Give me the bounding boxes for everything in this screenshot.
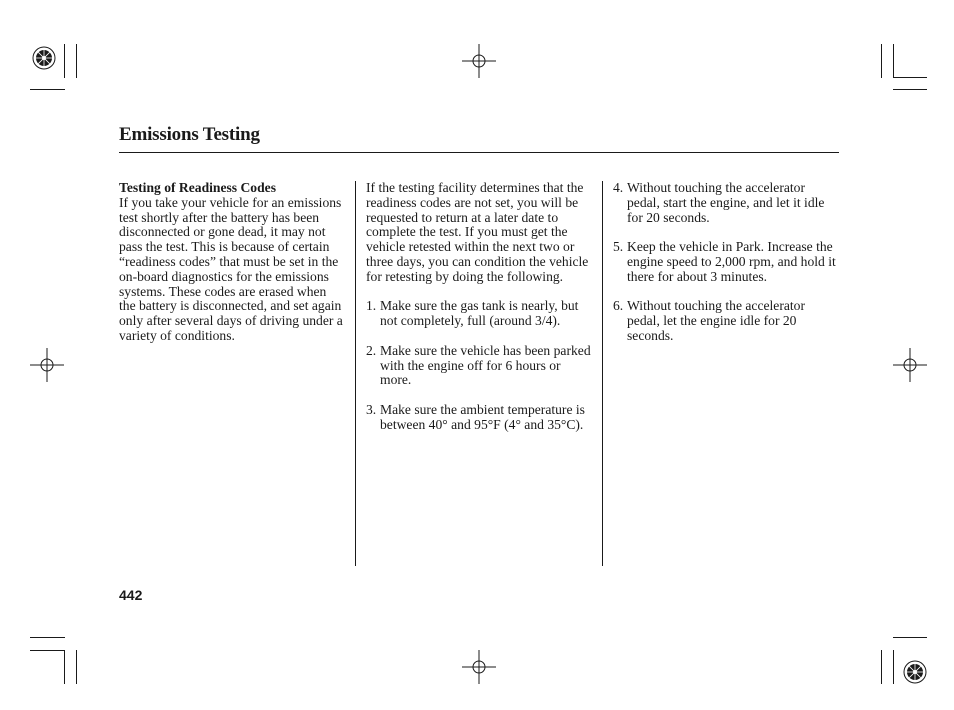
step-text: Without touching the accelerator pedal, start the engine, and let it idle for 20 seconds. [627,180,825,225]
starburst-registration-icon [32,46,56,70]
step-number: 3. [366,401,377,417]
page-title: Emissions Testing [119,124,260,145]
step-number: 1. [366,298,377,314]
paragraph: If the testing facility determines that the readiness codes are not set, you will be requested to return at a later date to complete the test. If you must get the vehicle retested within the next two or three days, you can condition the vehicle for retesting by doing the following. [366,180,589,284]
paragraph: If you take your vehicle for an emissions test shortly after the battery has been disconnected or gone dead, it may not pass the test. This is because of certain “readiness codes” that must be set in the on-board diagnostics for the emissions systems. These codes are erased when the battery is disconnected, and set again only after several days of driving under a variety of conditions. [119,194,343,343]
crosshair-registration-icon [462,44,496,78]
step-number: 5. [613,239,624,255]
step-text: Make sure the gas tank is nearly, but not completely, full (around 3/4). [380,298,579,329]
column-divider [355,181,356,566]
column-3 [613,181,841,344]
step-number: 6. [613,298,624,314]
list-item [613,181,841,225]
list-item [613,299,841,343]
list-item [613,240,841,284]
column-divider [602,181,603,566]
title-rule [119,152,839,153]
crosshair-registration-icon [30,348,64,382]
step-number: 4. [613,180,624,195]
list-item [366,403,594,433]
step-text: Keep the vehicle in Park. Increase the engine speed to 2,000 rpm, and hold it there for about 3 minutes. [627,239,836,284]
list-item [366,344,594,388]
step-number: 2. [366,342,377,358]
crosshair-registration-icon [462,650,496,684]
list-item [366,299,594,329]
column-1 [119,181,345,344]
starburst-registration-icon [903,660,927,684]
step-text: Make sure the ambient temperature is between 40° and 95°F (4° and 35°C). [380,401,585,432]
column-2 [366,181,594,433]
section-subheading: Testing of Readiness Codes [119,180,276,195]
page-number: 442 [119,587,143,603]
crosshair-registration-icon [893,348,927,382]
step-text: Without touching the accelerator pedal, let the engine idle for 20 seconds. [627,298,805,343]
step-text: Make sure the vehicle has been parked with the engine off for 6 hours or more. [380,342,591,388]
